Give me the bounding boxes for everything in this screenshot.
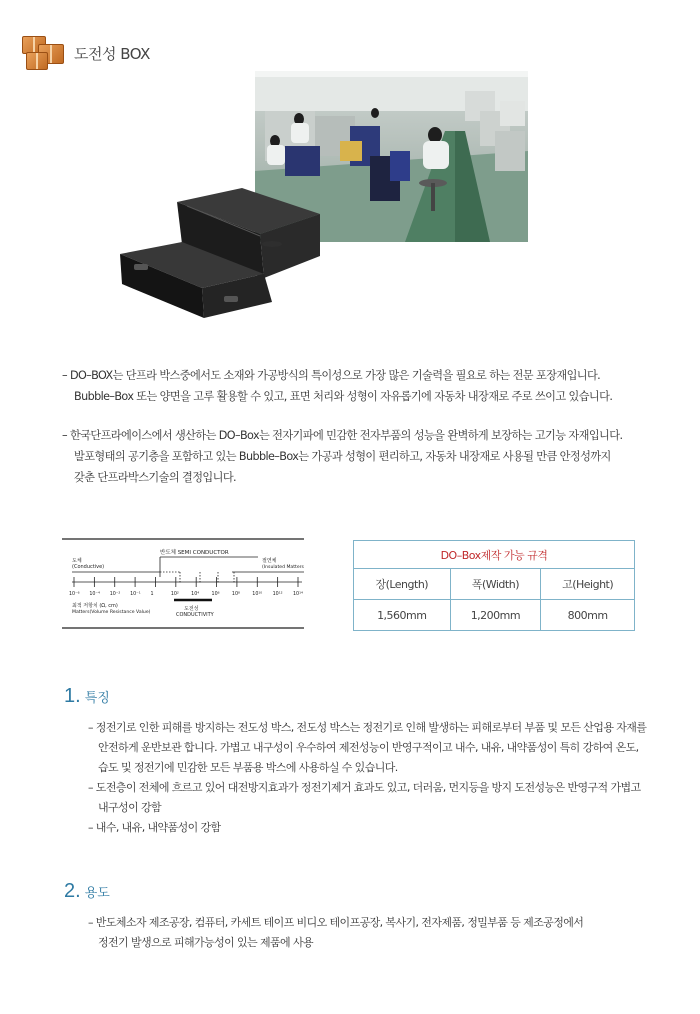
section-1-line: 내구성이 강함 — [98, 801, 162, 814]
insulated-label-en: (Insulated Matters) — [262, 565, 304, 570]
spec-table-caption: DO–Box제작 가능 규격 — [354, 541, 635, 569]
section-1-line: 안전하게 운반보관 합니다. 가볍고 내구성이 우수하여 제전성능이 반영구적이고 내수, 내유, 내약품성이 특히 강하여 온도, — [98, 741, 639, 754]
conductive-boxes-photo — [112, 184, 322, 318]
intro-line: Bubble–Box 또는 양면을 고루 활용할 수 있고, 표면 처리와 성형이 자유롭기에 자동차 내장재로 주로 쓰이고 있습니다. — [74, 390, 613, 403]
scale-tick-label: 10⁴ — [191, 592, 200, 597]
scale-tick-label: 10¹⁰ — [252, 592, 263, 597]
spec-value-length: 1,560mm — [354, 600, 451, 631]
scale-tick-label: 10⁻⁶ — [69, 592, 80, 597]
section-1-line: – 내수, 내유, 내약품성이 강함 — [88, 821, 221, 834]
section-2-number: 2. — [64, 880, 81, 902]
resistance-scale-diagram — [62, 532, 304, 632]
intro-paragraph-1 — [62, 365, 662, 407]
boxes-icon — [22, 34, 68, 72]
section-1-heading — [64, 685, 110, 708]
conductivity-label: 도전성 — [184, 606, 199, 612]
section-1-number: 1. — [64, 685, 81, 707]
spec-header-height: 고(Height) — [541, 569, 635, 600]
semi-conductor-label: 반도체 SEMI CONDUCTOR — [160, 550, 229, 556]
section-2-body — [88, 913, 678, 953]
spec-table — [353, 540, 635, 631]
scale-tick-label: 10⁶ — [211, 592, 220, 597]
intro-line: – 한국단프라에이스에서 생산하는 DO–Box는 전자기파에 민감한 전자부품의 성능을 완벽하게 보장하는 고기능 자재입니다. — [62, 429, 623, 442]
insulated-label: 절연체 — [262, 558, 277, 564]
scale-tick-label: 10⁸ — [231, 592, 240, 597]
section-1-title: 특징 — [84, 691, 110, 706]
scale-tick-label: 10⁻⁴ — [89, 592, 100, 597]
conductive-label: 도체 — [72, 558, 82, 564]
section-2-line: 정전기 발생으로 피해가능성이 있는 제품에 사용 — [98, 936, 314, 949]
spec-value-width: 1,200mm — [450, 600, 541, 631]
conductivity-label-en: CONDUCTIVITY — [176, 612, 214, 618]
conductive-label-en: (Conductive) — [72, 564, 105, 570]
resistance-label: 최적 저항치 (Ω, cm) — [72, 603, 118, 609]
scale-tick-label: 10¹² — [272, 592, 283, 597]
section-2-line: – 반도체소자 제조공장, 컴퓨터, 카세트 테이프 비디오 테이프공장, 복사기, 전자제품, 정밀부품 등 제조공정에서 — [88, 916, 584, 929]
intro-line: 발포형태의 공기층을 포함하고 있는 Bubble–Box는 가공과 성형이 편리하고, 자동차 내장재로 사용될 만큼 안정성까지 — [74, 450, 611, 463]
scale-tick-label: 1 — [150, 592, 154, 597]
section-2-title: 용도 — [84, 886, 110, 901]
scale-tick-label: 10⁻² — [109, 592, 121, 597]
section-1-line: – 도전층이 전체에 흐르고 있어 대전방지효과가 정전기제거 효과도 있고, 더러움, 먼지등을 방지 도전성능은 반영구적 가볍고 — [88, 781, 641, 794]
spec-value-height: 800mm — [541, 600, 635, 631]
resistance-label-en: Matters(Volume Resistance Value) — [72, 610, 151, 615]
section-1-line: – 정전기로 인한 피해를 방지하는 전도성 박스, 전도성 박스는 정전기로 인해 발생하는 피해로부터 부품 및 모든 산업용 자재를 — [88, 721, 647, 734]
intro-line: 갖춘 단프라박스기술의 결정입니다. — [74, 471, 236, 484]
intro-paragraph-2 — [62, 425, 662, 488]
page-title-row — [22, 34, 150, 72]
spec-header-width: 폭(Width) — [450, 569, 541, 600]
scale-tick-label: 10⁻¹ — [130, 592, 141, 597]
section-1-line: 습도 및 정전기에 민감한 모든 부품용 박스에 사용하실 수 있습니다. — [98, 761, 398, 774]
section-2-heading — [64, 880, 110, 903]
spec-header-length: 장(Length) — [354, 569, 451, 600]
page-title: 도전성 BOX — [74, 44, 150, 63]
intro-line: – DO–BOX는 단프라 박스중에서도 소재와 가공방식의 특이성으로 가장 많은 기술력을 필요로 하는 전문 포장재입니다. — [62, 369, 601, 382]
section-1-body — [88, 718, 678, 838]
scale-tick-label: 10¹⁴ — [293, 592, 303, 597]
scale-tick-label: 10² — [170, 592, 179, 597]
